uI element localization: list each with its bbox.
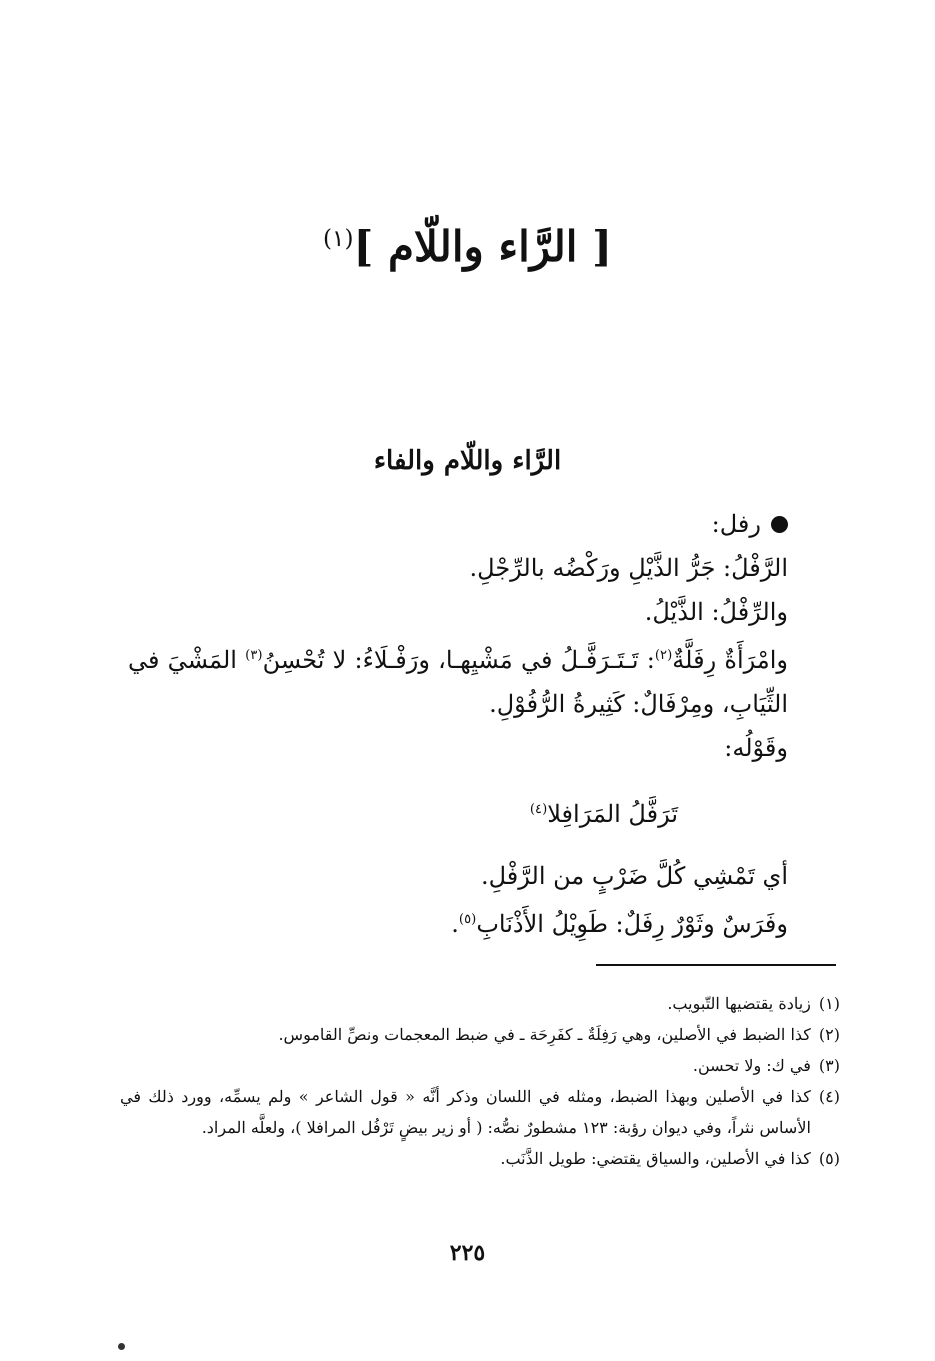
verse-quote xyxy=(128,788,788,836)
entry-rifl: والرِّفْلُ: الذَّيْلُ. xyxy=(644,598,788,626)
bullet-icon xyxy=(771,516,788,533)
footnote-5 xyxy=(120,1143,840,1174)
footnote-number: (٤) xyxy=(818,1087,840,1106)
footnote-text: كذا الضبط في الأصلين، وهي رَفِلَةٌ ـ كفَرِحَة ـ في ضبط المعجمات ونصِّ القاموس. xyxy=(278,1025,811,1044)
entry-rifalla-part1: وامْرَأَةٌ رِفَلَّةٌ xyxy=(672,646,788,674)
footnote-number: (٢) xyxy=(818,1025,840,1044)
entry-tamshi: أي تَمْشِي كُلَّ ضَرْبٍ من الرَّفْلِ. xyxy=(480,862,788,890)
chapter-title-text: [ الرَّاء واللّام ] xyxy=(353,222,612,271)
footnote-text: كذا في الأصلين وبهذا الضبط، ومثله في اللسان وذكر أنَّه « قول الشاعر » ولم يسمِّه، وورد ذلك في الأساس نثراً، وفي ديوان رؤبة: ١٢٣ مشطورٌ نصُّه: ( أو زير بيضٍ تَرْفُل المرافلا )، ولعلَّه المراد. xyxy=(120,1087,811,1137)
entry-rifalla-part2: : تَـتَـرَفَّـلُ في مَشْيِهـا، ورَفْـلَاءُ: لا تُحْسِنُ xyxy=(262,646,655,674)
footnote-number: (١) xyxy=(818,994,840,1013)
footnote-ref-3: (٣) xyxy=(245,648,263,663)
entry-qawluh: وقَوْلُه: xyxy=(724,734,788,762)
footnote-text: كذا في الأصلين، والسياق يقتضي: طويل الذَّنَب. xyxy=(500,1149,811,1168)
root-label: رفل: xyxy=(711,510,761,538)
footnotes xyxy=(120,988,840,1174)
entry-faras xyxy=(128,898,788,946)
entry-rifalla xyxy=(128,634,788,726)
footnote-text: في ك: ولا تحسن. xyxy=(692,1056,811,1075)
scan-speck xyxy=(118,1343,125,1350)
footnote-text: زيادة يقتضيها التّبويب. xyxy=(667,994,811,1013)
footnote-2 xyxy=(120,1019,840,1050)
footnote-divider xyxy=(596,964,836,966)
footnote-4 xyxy=(120,1081,840,1143)
page-number: ٢٢٥ xyxy=(449,1240,486,1266)
footnote-ref-5: (٥) xyxy=(458,912,477,927)
footnote-1 xyxy=(120,988,840,1019)
footnote-number: (٥) xyxy=(818,1149,840,1168)
footnote-ref-4: (٤) xyxy=(529,802,548,817)
chapter-title-note: (١) xyxy=(323,226,354,252)
footnote-ref-2: (٢) xyxy=(654,648,673,663)
root-heading xyxy=(128,502,788,546)
chapter-title xyxy=(0,222,935,271)
verse-text: تَرَفَّلُ المَرَافِلا xyxy=(547,800,678,828)
dictionary-body xyxy=(128,502,788,946)
footnote-3 xyxy=(120,1050,840,1081)
entry-rafl: الرَّفْلُ: جَرُّ الذَّيْلِ ورَكْضُه بالرِّجْلِ. xyxy=(469,554,788,582)
footnote-number: (٣) xyxy=(818,1056,840,1075)
entry-faras-text: وفَرَسٌ وثَوْرٌ رِفَلٌ: طَوِيْلُ الأَذْنَابِ xyxy=(476,910,788,938)
entry-rifalla-part3: المَشْيَ في الثِّيَابِ، ومِرْفَالٌ: كَثِيرةُ الرُّفُوْلِ. xyxy=(128,646,788,718)
section-title: الرَّاء واللّام والفاء xyxy=(373,446,562,476)
entry-faras-end: . xyxy=(451,910,459,938)
